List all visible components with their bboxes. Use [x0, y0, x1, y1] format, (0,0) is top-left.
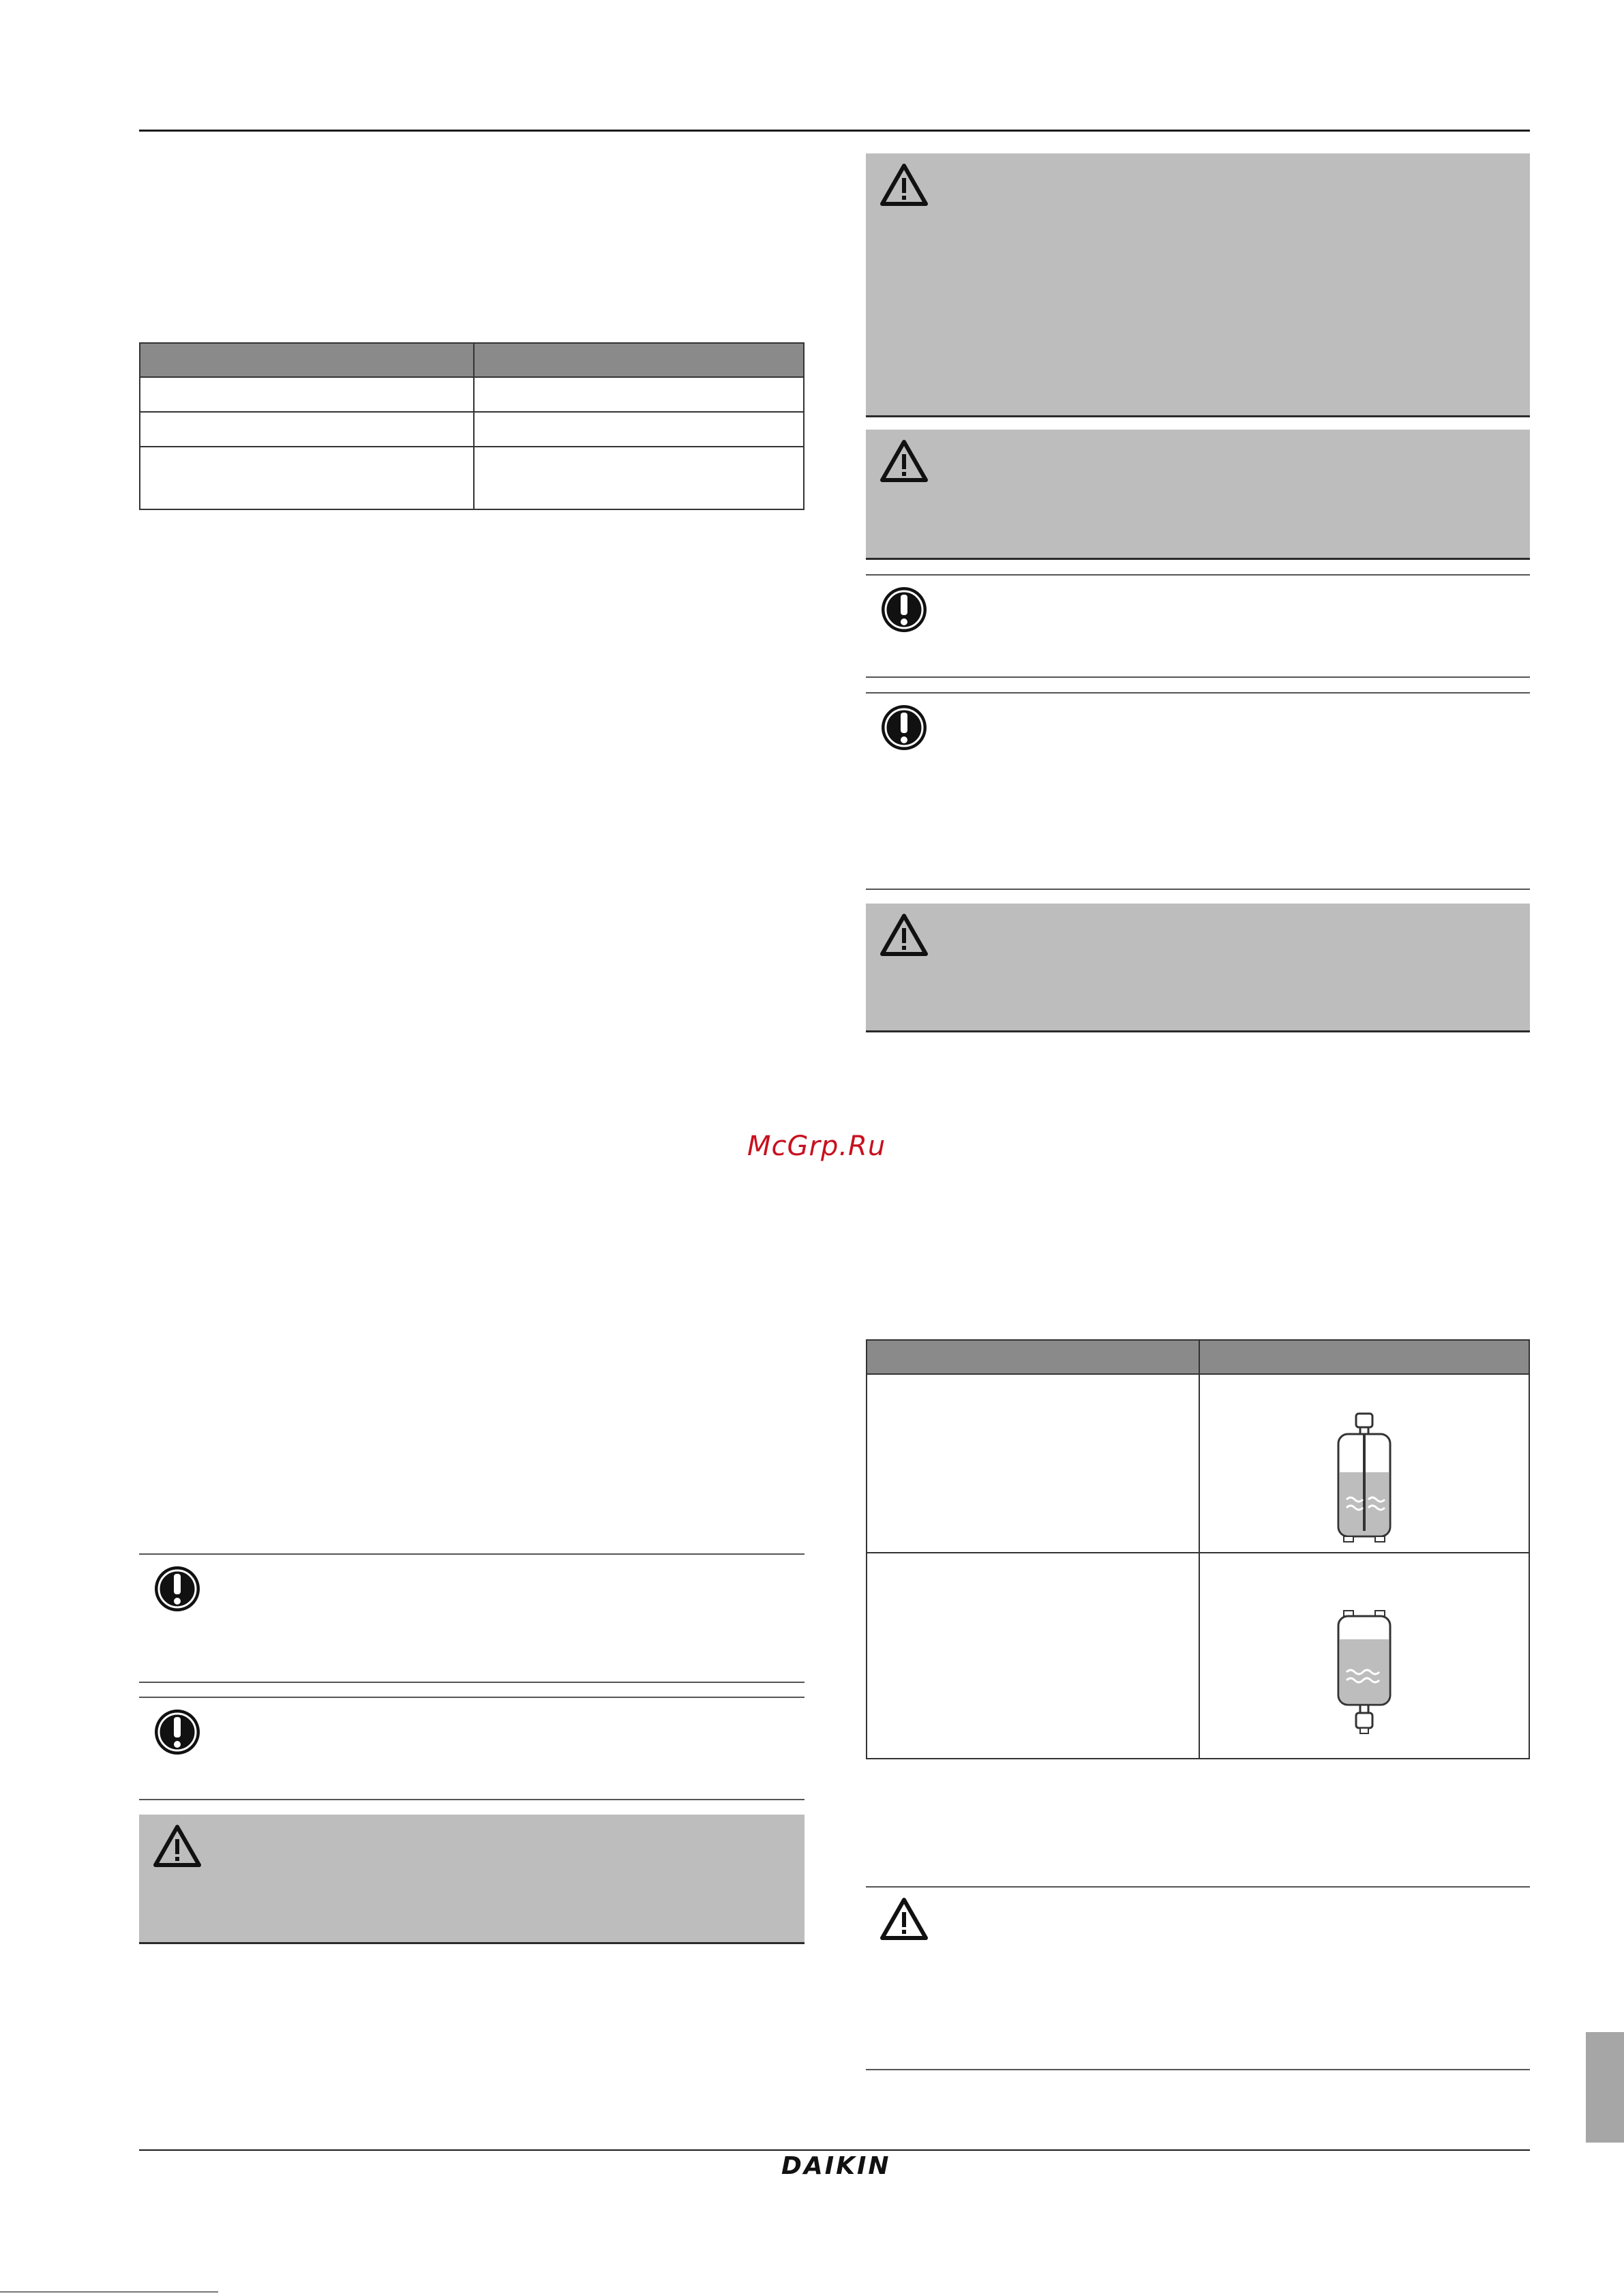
notice-box [139, 1697, 805, 1800]
table-header-row [140, 343, 804, 377]
table-header-cell [867, 1340, 1199, 1374]
table-row [867, 1374, 1529, 1553]
caution-box [866, 153, 1530, 417]
watermark-text: McGrp.Ru [747, 1131, 886, 1162]
table-cell [474, 412, 804, 447]
caution-box-outline [866, 1886, 1530, 2070]
warning-triangle-icon [879, 163, 929, 207]
refrigerant-cylinder-inverted-icon [1330, 1607, 1398, 1743]
table-header-cell [474, 343, 804, 377]
footer-rule [139, 2149, 1530, 2151]
caution-box [866, 430, 1530, 560]
table-row [140, 412, 804, 447]
side-tab [1586, 2032, 1624, 2143]
table-row [140, 377, 804, 412]
spec-table [139, 342, 805, 510]
exclamation-circle-icon [153, 1708, 202, 1757]
header-rule [139, 130, 1530, 132]
page-edge-line [0, 2291, 218, 2293]
table-header-row [867, 1340, 1529, 1374]
caution-box [139, 1815, 805, 1944]
brand-logo: DAIKIN [781, 2152, 891, 2180]
table-cell [867, 1374, 1199, 1553]
table-header-cell [140, 343, 474, 377]
table-cell [140, 447, 474, 509]
refrigerant-cylinder-siphon-icon [1330, 1411, 1398, 1547]
exclamation-circle-icon [879, 703, 929, 752]
table-cell [474, 377, 804, 412]
notice-box [866, 574, 1530, 678]
table-cell [140, 412, 474, 447]
table-cell [867, 1553, 1199, 1759]
exclamation-circle-icon [153, 1564, 202, 1613]
warning-triangle-icon [153, 1824, 202, 1868]
table-cell [140, 377, 474, 412]
cylinder-table [866, 1339, 1530, 1759]
table-row [867, 1553, 1529, 1759]
notice-box [139, 1553, 805, 1683]
caution-box [866, 904, 1530, 1032]
table-cell [1199, 1374, 1529, 1553]
exclamation-circle-icon [879, 585, 929, 634]
table-cell [1199, 1553, 1529, 1759]
table-row [140, 447, 804, 509]
table-header-cell [1199, 1340, 1529, 1374]
warning-triangle-icon [879, 439, 929, 483]
table-cell [474, 447, 804, 509]
notice-box [866, 692, 1530, 890]
warning-triangle-icon [879, 1897, 929, 1941]
warning-triangle-icon [879, 913, 929, 957]
